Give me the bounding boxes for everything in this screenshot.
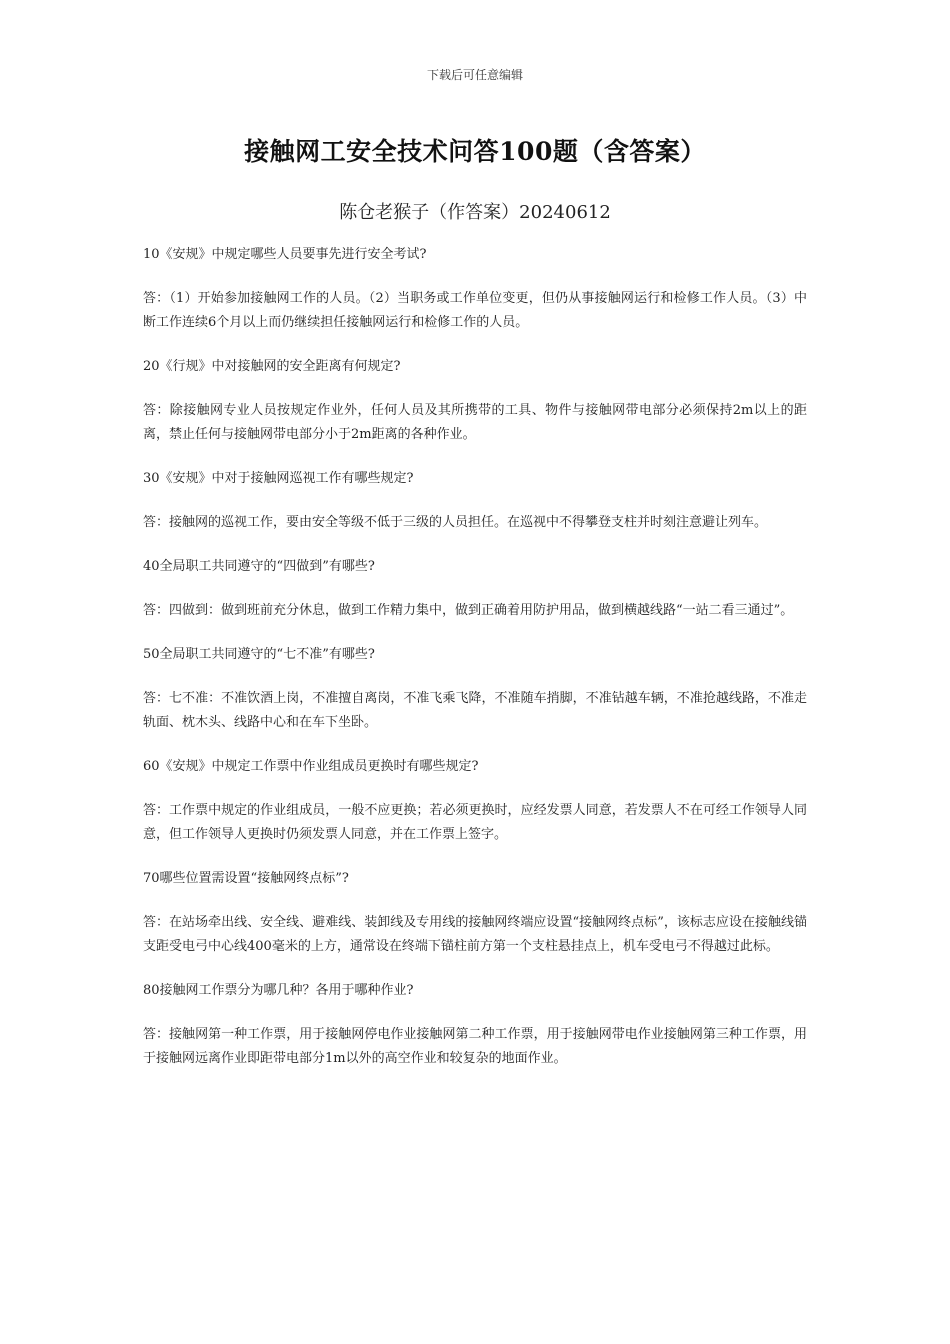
header-note: 下载后可任意编辑 xyxy=(426,68,523,82)
qa-list xyxy=(143,243,807,1091)
qa-item xyxy=(143,867,807,959)
question-text: 70哪些位置需设置“接触网终点标”? xyxy=(143,871,349,886)
qa-item xyxy=(143,979,807,1071)
qa-item xyxy=(143,243,807,335)
qa-item xyxy=(143,643,807,735)
answer-text: 答：在站场牵出线、安全线、避难线、装卸线及专用线的接触网终端应设置“接触网终点标”，该标志应设在接触线锚支距受电弓中心线400毫米的上方，通常设在终端下锚柱前方第一个支柱悬挂点上，机车受电弓不得越过此标。 xyxy=(143,915,807,954)
question-text: 30《安规》中对于接触网巡视工作有哪些规定? xyxy=(143,471,414,486)
question-text: 80接触网工作票分为哪几种？各用于哪种作业? xyxy=(143,983,414,998)
question-text: 60《安规》中规定工作票中作业组成员更换时有哪些规定? xyxy=(143,759,479,774)
answer-text: 答：（1）开始参加接触网工作的人员。（2）当职务或工作单位变更，但仍从事接触网运行和检修工作人员。（3）中断工作连续6个月以上而仍继续担任接触网运行和检修工作的人员。 xyxy=(143,291,807,330)
question-text: 40全局职工共同遵守的“四做到”有哪些? xyxy=(143,559,375,574)
question-text: 20《行规》中对接触网的安全距离有何规定? xyxy=(143,359,401,374)
answer-text: 答：接触网的巡视工作，要由安全等级不低于三级的人员担任。在巡视中不得攀登支柱并时刻注意避让列车。 xyxy=(143,515,768,530)
question-text: 10《安规》中规定哪些人员要事先进行安全考试? xyxy=(143,247,427,262)
answer-text: 答：工作票中规定的作业组成员，一般不应更换；若必须更换时，应经发票人同意，若发票人不在可经工作领导人同意，但工作领导人更换时仍须发票人同意，并在工作票上签字。 xyxy=(143,803,807,842)
answer-text: 答：接触网第一种工作票，用于接触网停电作业接触网第二种工作票，用于接触网带电作业接触网第三种工作票，用于接触网远离作业即距带电部分1m以外的高空作业和较复杂的地面作业。 xyxy=(143,1027,807,1066)
answer-text: 答：除接触网专业人员按规定作业外，任何人员及其所携带的工具、物件与接触网带电部分必须保持2m以上的距离，禁止任何与接触网带电部分小于2m距离的各种作业。 xyxy=(143,403,807,442)
question-text: 50全局职工共同遵守的“七不准”有哪些? xyxy=(143,647,375,662)
document-subtitle: 陈仓老猴子（作答案）20240612 xyxy=(339,202,611,223)
qa-item xyxy=(143,355,807,447)
qa-item xyxy=(143,467,807,535)
qa-item xyxy=(143,755,807,847)
document-title: 接触网工安全技术问答100题（含答案） xyxy=(244,137,706,166)
qa-item xyxy=(143,555,807,623)
answer-text: 答：四做到：做到班前充分休息，做到工作精力集中，做到正确着用防护用品，做到横越线路“一站二看三通过”。 xyxy=(143,603,794,618)
answer-text: 答：七不准：不准饮酒上岗，不准擅自离岗，不准飞乘飞降，不准随车捎脚，不准钻越车辆，不准抢越线路，不准走轨面、枕木头、线路中心和在车下坐卧。 xyxy=(143,691,807,730)
